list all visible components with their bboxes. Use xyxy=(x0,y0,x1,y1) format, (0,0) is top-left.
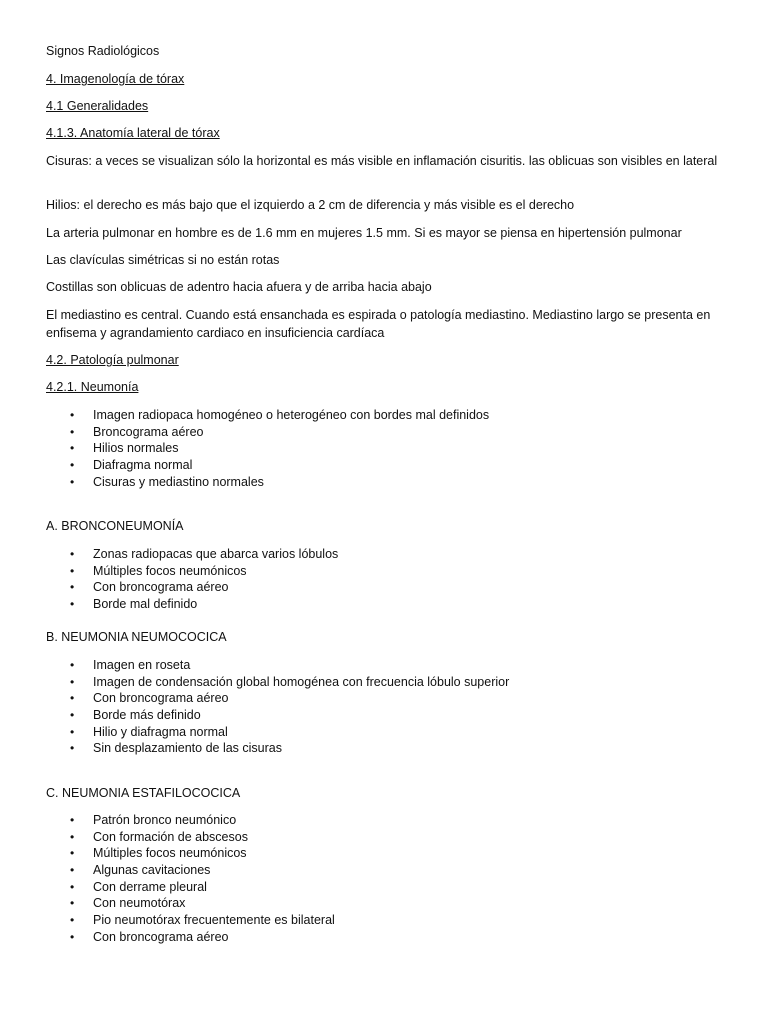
list-item: • Patrón bronco neumónico xyxy=(70,813,237,827)
heading-neumonia-estafilococica: C. NEUMONIA ESTAFILOCOCICA xyxy=(46,786,241,800)
paragraph-arteria-pulmonar: La arteria pulmonar en hombre es de 1.6 mm en mujeres 1.5 mm. Si es mayor se piensa en hipertensión pulmonar xyxy=(46,226,682,240)
bullet-icon: • xyxy=(70,896,75,911)
list-neumonia-estafilococica xyxy=(0,812,335,946)
list-item: • Sin desplazamiento de las cisuras xyxy=(70,741,282,756)
bullet-icon: • xyxy=(70,658,75,672)
bullet-icon: • xyxy=(70,813,75,827)
list-item: • Borde más definido xyxy=(70,708,201,723)
bullet-icon: • xyxy=(70,691,75,706)
paragraph-costillas: Costillas son oblicuas de adentro hacia afuera y de arriba hacia abajo xyxy=(46,280,432,294)
list-item: • Imagen radiopaca homogéneo o heterogéneo con bordes mal definidos xyxy=(70,408,490,422)
list-item: • Hilios normales xyxy=(70,441,179,456)
list-item: • Zonas radiopacas que abarca varios lóbulos xyxy=(70,547,339,561)
bullet-icon: • xyxy=(70,474,75,489)
bullet-icon: • xyxy=(70,547,75,561)
bullet-icon: • xyxy=(70,597,75,612)
bullet-icon: • xyxy=(70,929,75,944)
bullet-icon: • xyxy=(70,863,75,878)
list-item: • Pio neumotórax frecuentemente es bilateral xyxy=(70,913,335,928)
bullet-icon: • xyxy=(70,563,75,578)
list-item: • Algunas cavitaciones xyxy=(70,863,211,878)
bullet-icon: • xyxy=(70,674,75,689)
document-title: Signos Radiológicos xyxy=(46,44,160,58)
list-bronconeumonia xyxy=(0,546,338,613)
list-item: • Cisuras y mediastino normales xyxy=(70,474,264,489)
bullet-icon: • xyxy=(70,441,75,456)
bullet-icon: • xyxy=(70,846,75,861)
bullet-icon: • xyxy=(70,879,75,894)
bullet-icon: • xyxy=(70,741,75,756)
list-item: • Con broncograma aéreo xyxy=(70,580,229,595)
bullet-icon: • xyxy=(70,408,75,422)
list-item: • Con broncograma aéreo xyxy=(70,929,229,944)
paragraph-hilios: Hilios: el derecho es más bajo que el izquierdo a 2 cm de diferencia y más visible es el derecho xyxy=(46,198,575,212)
heading-bronconeumonia: A. BRONCONEUMONÍA xyxy=(46,519,184,533)
list-neumonia xyxy=(0,407,489,490)
bullet-icon: • xyxy=(70,580,75,595)
paragraph-mediastino: El mediastino es central. Cuando está ensanchada es espirada o patología mediastino. Mediastino largo se presenta en enfisema y agrandamiento cardiaco en insuficiencia cardíaca xyxy=(46,308,711,340)
bullet-icon: • xyxy=(70,458,75,473)
list-neumonia-neumococica xyxy=(0,657,509,757)
bullet-icon: • xyxy=(70,708,75,723)
heading-anatomia-lateral: 4.1.3. Anatomía lateral de tórax xyxy=(46,126,220,140)
paragraph-cisuras: Cisuras: a veces se visualizan sólo la horizontal es más visible en inflamación cisuritis. las oblicuas son visibles en lateral xyxy=(46,154,718,168)
list-item: • Broncograma aéreo xyxy=(70,424,204,439)
list-item: • Con broncograma aéreo xyxy=(70,691,229,706)
list-item: • Borde mal definido xyxy=(70,597,198,612)
list-item: • Imagen de condensación global homogénea con frecuencia lóbulo superior xyxy=(70,674,510,689)
heading-neumonia-neumococica: B. NEUMONIA NEUMOCOCICA xyxy=(46,630,227,644)
list-item: • Múltiples focos neumónicos xyxy=(70,563,247,578)
list-item: • Con neumotórax xyxy=(70,896,186,911)
bullet-icon: • xyxy=(70,829,75,844)
list-item: • Hilio y diafragma normal xyxy=(70,724,228,739)
list-item: • Imagen en roseta xyxy=(70,658,191,672)
list-item: • Diafragma normal xyxy=(70,458,193,473)
bullet-icon: • xyxy=(70,724,75,739)
heading-neumonia: 4.2.1. Neumonía xyxy=(46,380,139,394)
heading-imagenologia: 4. Imagenología de tórax xyxy=(46,72,185,86)
bullet-icon: • xyxy=(70,913,75,928)
list-item: • Con formación de abscesos xyxy=(70,829,248,844)
bullet-icon: • xyxy=(70,424,75,439)
heading-generalidades: 4.1 Generalidades xyxy=(46,99,149,113)
list-item: • Múltiples focos neumónicos xyxy=(70,846,247,861)
paragraph-clavículas: Las clavículas simétricas si no están rotas xyxy=(46,253,280,267)
heading-patologia-pulmonar: 4.2. Patología pulmonar xyxy=(46,353,179,367)
list-item: • Con derrame pleural xyxy=(70,879,207,894)
